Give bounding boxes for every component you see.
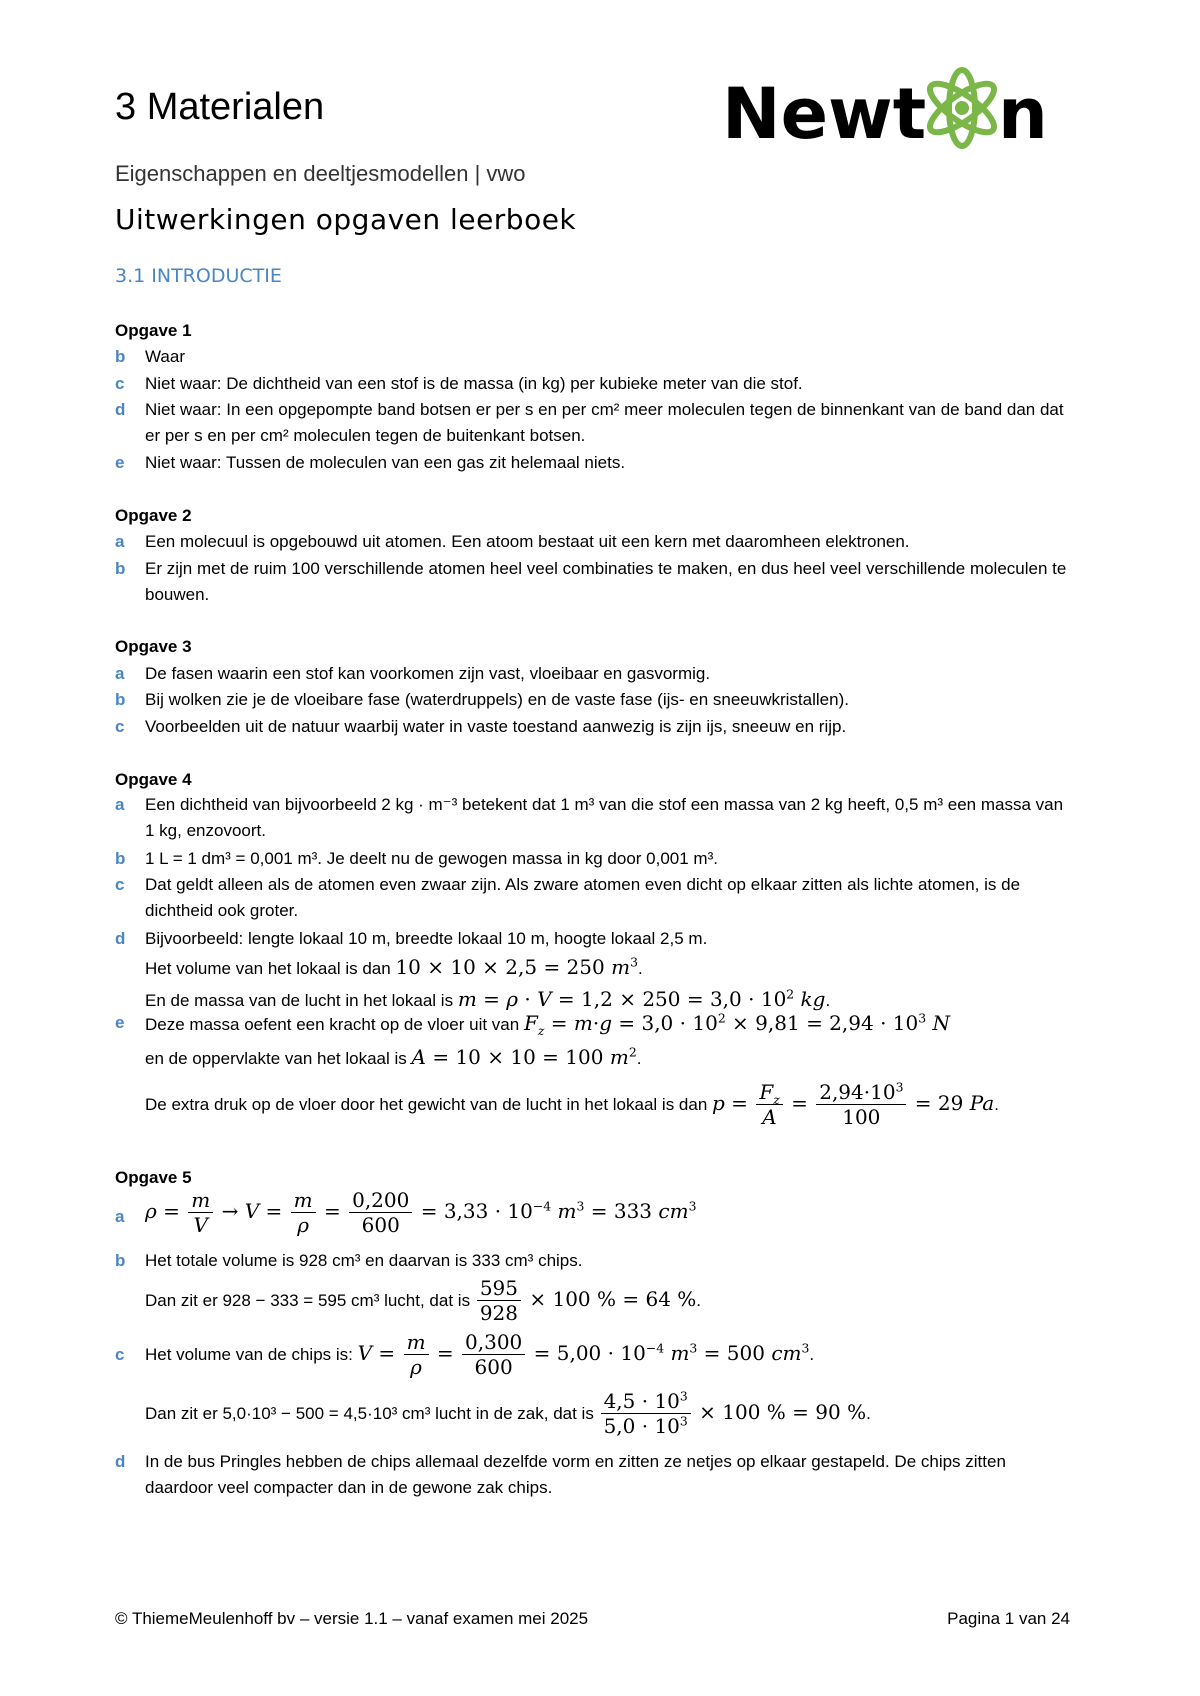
item-text: Een dichtheid van bijvoorbeeld 2 kg · m⁻³ betekent dat 1 m³ van die stof een massa van 2 kg heeft, 0,5 m³ een massa van 1 kg, enzovoort. bbox=[145, 795, 1064, 840]
opgave-4-title: Opgave 4 bbox=[115, 770, 192, 789]
item-letter: b bbox=[115, 347, 126, 366]
formula-density: ρ = $\frac{m}{V}$ → V = $\frac{m}{\rho}$ = $\frac{0,200}{600}$ = $3,33 \cdot 10^{-4}$ $m^3 = 333$ $cm^3$ bbox=[145, 1188, 697, 1237]
newton-logo bbox=[722, 60, 1066, 155]
item-text: Niet waar: De dichtheid van een stof is de massa (in kg) per kubieke meter van die stof. bbox=[145, 374, 803, 393]
item-text: Bij wolken zie je de vloeibare fase (waterdruppels) en de vaste fase (ijs- en sneeuwkristallen). bbox=[145, 690, 849, 709]
item-text: Waar bbox=[145, 347, 185, 366]
opgave-2-b bbox=[115, 556, 1075, 608]
formula-force: $F_z = m\cdot g = 3,0 \cdot 10^2 \times 9,81 = 2,94 \cdot 10^3$ N bbox=[523, 1010, 950, 1038]
opgave-4-e: e Deze massa oefent een kracht op de vloer uit van $F_z = m\cdot g = 3,0 \cdot 10^2 \times 9,81 = 2,94 \cdot 10^3$ N en de oppervlakte van het lokaal is A = 10 × 10 = 100 $m^2$. De extra druk op de vloer door het gewicht van de lucht in het lokaal is dan p = $\frac{F_z}{A}$ = $\frac{2,94\cdot 10^3}{100}$ = 29 Pa. bbox=[115, 1010, 999, 1129]
opgave-4-a bbox=[115, 792, 1075, 844]
item-letter: c bbox=[115, 374, 125, 393]
item-letter: b bbox=[115, 690, 126, 709]
item-text: Bijvoorbeeld: lengte lokaal 10 m, breedte lokaal 10 m, hoogte lokaal 2,5 m. bbox=[145, 929, 708, 948]
opgave-1-c bbox=[115, 371, 1075, 397]
item-text: Deze massa oefent een kracht op de vloer uit van bbox=[145, 1015, 520, 1034]
item-letter: a bbox=[115, 532, 125, 551]
item-text: De extra druk op de vloer door het gewicht van de lucht in het lokaal is dan bbox=[145, 1095, 708, 1114]
opgave-5-title: Opgave 5 bbox=[115, 1168, 192, 1187]
footer-copyright: © ThiemeMeulenhoff bv – versie 1.1 – vanaf examen mei 2025 bbox=[115, 1609, 589, 1628]
subtitle: Eigenschappen en deeltjesmodellen | vwo bbox=[115, 161, 526, 186]
item-text: 1 L = 1 dm³ = 0,001 m³. Je deelt nu de gewogen massa in kg door 0,001 m³. bbox=[145, 849, 718, 868]
item-letter: a bbox=[115, 1207, 125, 1226]
opgave-1-d bbox=[115, 397, 1075, 449]
opgave-3-a bbox=[115, 661, 1075, 687]
item-letter: b bbox=[115, 559, 126, 578]
footer-page-number: Pagina 1 van 24 bbox=[947, 1609, 1070, 1628]
item-letter: d bbox=[115, 1452, 126, 1471]
item-letter: a bbox=[115, 664, 125, 683]
item-text: In de bus Pringles hebben de chips allemaal dezelfde vorm en zitten ze netjes op elkaar gestapeld. De chips zitten daardoor veel compacter dan in de gewone zak chips. bbox=[145, 1452, 1006, 1497]
item-letter: c bbox=[115, 875, 125, 894]
item-text: En de massa van de lucht in het lokaal is bbox=[145, 991, 454, 1010]
opgave-1-b bbox=[115, 344, 1075, 370]
item-text: Niet waar: Tussen de moleculen van een gas zit helemaal niets. bbox=[145, 453, 626, 472]
item-text: Het totale volume is 928 cm³ en daarvan is 333 cm³ chips. bbox=[145, 1251, 583, 1270]
item-letter: d bbox=[115, 400, 126, 419]
item-text: Niet waar: In een opgepompte band botsen er per s en per cm² meer moleculen tegen de binnenkant van de band dan dat er per s en per cm² moleculen tegen de buitenkant botsen. bbox=[145, 400, 1064, 445]
item-text: Het volume van het lokaal is dan bbox=[145, 959, 391, 978]
opgave-1-title: Opgave 1 bbox=[115, 321, 192, 340]
formula-area: A = 10 × 10 = 100 $m^2$ bbox=[411, 1044, 637, 1069]
logo-text-left: Newt bbox=[722, 73, 927, 155]
formula-chips-volume: V = $\frac{m}{\rho}$ = $\frac{0,300}{600}$ = $5,00 \cdot 10^{-4}$ $m^3 = 500$ $cm^3$ bbox=[357, 1330, 810, 1379]
item-text: en de oppervlakte van het lokaal is bbox=[145, 1049, 407, 1068]
item-letter: e bbox=[115, 453, 125, 472]
item-letter: e bbox=[115, 1013, 125, 1032]
atom-icon bbox=[923, 70, 1000, 146]
formula-volume: 10 × 10 × 2,5 = 250 $m^3$ bbox=[395, 954, 638, 979]
item-letter: b bbox=[115, 1251, 126, 1270]
opgave-5-b: b Het totale volume is 928 cm³ en daarvan is 333 cm³ chips. Dan zit er 928 − 333 = 595 cm³ lucht, dat is $\frac{595}{928}$ × 100 % = 64 %. bbox=[115, 1248, 1075, 1325]
item-text: Een molecuul is opgebouwd uit atomen. Een atoom bestaat uit een kern met daaromheen elektronen. bbox=[145, 532, 910, 551]
opgave-3-b bbox=[115, 687, 1075, 713]
opgave-4-d: d Bijvoorbeeld: lengte lokaal 10 m, breedte lokaal 10 m, hoogte lokaal 2,5 m. Het volume van het lokaal is dan 10 × 10 × 2,5 = 250 $m^3$. En de massa van de lucht in het lokaal is $m = \rho \cdot V = 1,2 \times 250 = 3,0 \cdot 10^2$ kg. bbox=[115, 926, 1075, 1014]
formula-mass: $m = \rho \cdot V = 1,2 \times 250 = 3,0 \cdot 10^2$ kg bbox=[457, 986, 826, 1011]
item-letter: c bbox=[115, 717, 125, 736]
item-letter: d bbox=[115, 929, 126, 948]
opgave-5-c: c Het volume van de chips is: V = $\frac{m}{\rho}$ = $\frac{0,300}{600}$ = $5,00 \cdot 10^{-4}$ $m^3 = 500$ $cm^3$. Dan zit er 5,0·10³ − 500 = 4,5·10³ cm³ lucht in de zak, dat is $\frac{4,5 \cdot 10^3}{5,0 \cdot 10^3}$ × 100 % = 90 %. bbox=[115, 1330, 871, 1438]
opgave-2-title: Opgave 2 bbox=[115, 506, 192, 525]
opgave-5-a bbox=[115, 1188, 1075, 1237]
item-text: De fasen waarin een stof kan voorkomen zijn vast, vloeibaar en gasvormig. bbox=[145, 664, 711, 683]
opgave-1-e bbox=[115, 450, 1075, 476]
item-text: Dat geldt alleen als de atomen even zwaar zijn. Als zware atomen even dicht op elkaar zitten als lichte atomen, is de dichtheid ook groter. bbox=[145, 875, 1021, 920]
logo-text-right: n bbox=[998, 73, 1048, 155]
document-title: Uitwerkingen opgaven leerboek bbox=[115, 203, 577, 236]
opgave-4-b bbox=[115, 846, 1075, 872]
opgave-3-title: Opgave 3 bbox=[115, 637, 192, 656]
item-letter: a bbox=[115, 795, 125, 814]
chapter-title: 3 Materialen bbox=[115, 86, 325, 128]
opgave-5-d bbox=[115, 1449, 1075, 1501]
item-text: Dan zit er 5,0·10³ − 500 = 4,5·10³ cm³ lucht in de zak, dat is bbox=[145, 1404, 594, 1423]
item-letter: b bbox=[115, 849, 126, 868]
opgave-3-c bbox=[115, 714, 1075, 740]
item-text: Voorbeelden uit de natuur waarbij water in vaste toestand aanwezig is zijn ijs, sneeuw en rijp. bbox=[145, 717, 847, 736]
opgave-4-c bbox=[115, 872, 1075, 924]
item-text: Er zijn met de ruim 100 verschillende atomen heel veel combinaties te maken, en dus heel veel verschillende moleculen te bouwen. bbox=[145, 559, 1067, 604]
item-letter: c bbox=[115, 1345, 125, 1364]
item-text: Dan zit er 928 − 333 = 595 cm³ lucht, dat is bbox=[145, 1291, 471, 1310]
formula-pressure: p = $\frac{F_z}{A}$ = $\frac{2,94\cdot 10^3}{100}$ = 29 Pa bbox=[712, 1079, 995, 1129]
formula-air-percentage: $\frac{595}{928}$ × 100 % = 64 % bbox=[475, 1287, 696, 1311]
opgave-2-a bbox=[115, 529, 1075, 555]
formula-air-ratio: $\frac{4,5 \cdot 10^3}{5,0 \cdot 10^3}$ × 100 % = 90 % bbox=[599, 1400, 867, 1424]
section-title: 3.1 INTRODUCTIE bbox=[115, 265, 282, 287]
item-text: Het volume van de chips is: bbox=[145, 1345, 353, 1364]
